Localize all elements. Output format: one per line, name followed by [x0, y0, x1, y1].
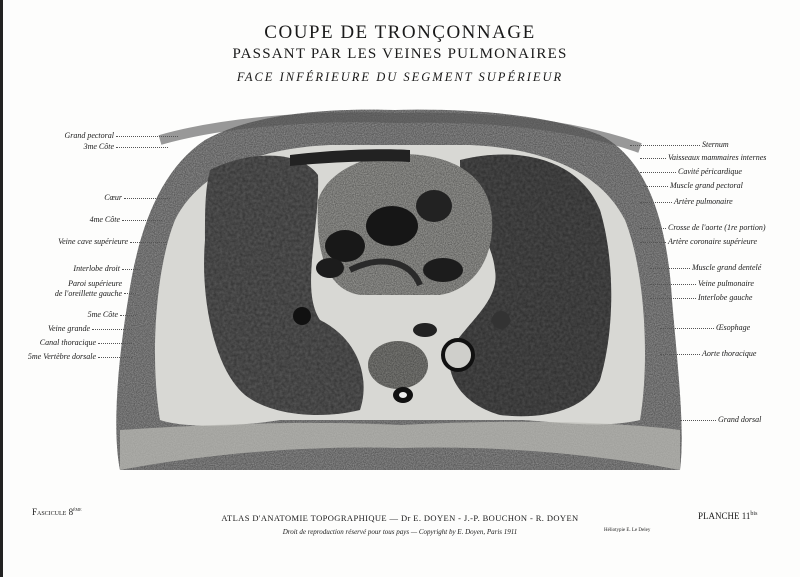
label-muscle-grand-dentele: Muscle grand dentelé	[692, 263, 762, 272]
leader-line	[640, 158, 666, 159]
planche-sup: bis	[750, 511, 758, 517]
copyright-notice: Droit de reproduction réservé pour tous pays — Copyright by E. Doyen, Paris 1911	[282, 528, 518, 536]
label-grand-dorsal: Grand dorsal	[718, 415, 762, 424]
leader-line	[640, 242, 666, 243]
label-vaisseaux-mammaires: Vaisseaux mammaires internes	[668, 153, 767, 162]
atlas-credit: ATLAS D'ANATOMIE TOPOGRAPHIQUE — Dr E. DOYEN - J.-P. BOUCHON - R. DOYEN	[221, 513, 579, 523]
aorta	[443, 340, 473, 370]
label-3me-cote: 3me Côte	[83, 142, 114, 151]
leader-line	[130, 242, 166, 243]
plate-subtitle: PASSANT PAR LES VEINES PULMONAIRES	[232, 46, 568, 62]
label-interlobe-gauche: Interlobe gauche	[698, 293, 753, 302]
leader-line	[116, 136, 178, 137]
leader-line	[640, 228, 666, 229]
leader-line	[122, 220, 162, 221]
leader-line	[92, 329, 132, 330]
label-5me-cote: 5me Côte	[87, 310, 118, 319]
plate-caption: FACE INFÉRIEURE DU SEGMENT SUPÉRIEUR	[236, 70, 564, 84]
leader-line	[644, 186, 668, 187]
fascicule-text: Fascicule 8	[32, 507, 74, 517]
label-4me-cote: 4me Côte	[89, 215, 120, 224]
fascicule-sup: ème	[73, 507, 82, 513]
plate-number	[698, 511, 757, 521]
leader-line	[640, 172, 676, 173]
leader-line	[650, 298, 696, 299]
leader-line	[124, 293, 136, 294]
label-crosse-aorte: Crosse de l'aorte (1re portion)	[668, 223, 766, 232]
label-5me-vertebre-dorsale: 5me Vertèbre dorsale	[27, 352, 96, 361]
fascicule-number	[32, 507, 82, 517]
label-coeur: Cœur	[104, 193, 122, 202]
plate-title: COUPE DE TRONÇONNAGE	[264, 22, 536, 43]
leader-line	[120, 315, 136, 316]
heart	[316, 154, 492, 295]
label-oesophage: Œsophage	[716, 323, 751, 332]
label-artere-pulmonaire: Artère pulmonaire	[674, 197, 733, 206]
label-oreillette-gauche: de l'oreillette gauche	[54, 289, 122, 298]
label-canal-thoracique: Canal thoracique	[39, 338, 96, 347]
leader-line	[640, 202, 672, 203]
leader-line	[98, 343, 132, 344]
label-grand-pectoral: Grand pectoral	[64, 131, 114, 140]
label-muscle-grand-pectoral: Muscle grand pectoral	[670, 181, 743, 190]
leader-line	[680, 420, 716, 421]
label-paroi-superieure: Paroi supérieure	[68, 279, 122, 288]
leader-line	[124, 198, 170, 199]
label-interlobe-droit: Interlobe droit	[73, 264, 120, 273]
leader-line	[122, 269, 140, 270]
leader-line	[660, 354, 700, 355]
label-cavite-pericardique: Cavité péricardique	[678, 167, 742, 176]
leader-line	[660, 328, 714, 329]
printer-credit: Héliotypie E. Le Deley	[604, 528, 651, 533]
label-veine-cave-superieure: Veine cave supérieure	[58, 237, 128, 246]
planche-text: PLANCHE 11	[698, 511, 751, 521]
label-sternum: Sternum	[702, 140, 729, 149]
pulmonary-vein	[492, 311, 510, 329]
label-artere-coronaire: Artère coronaire supérieure	[668, 237, 758, 246]
leader-line	[116, 147, 168, 148]
esophagus	[413, 323, 437, 337]
label-veine-grande: Veine grande	[48, 324, 90, 333]
leader-line	[630, 145, 700, 146]
label-veine-pulmonaire: Veine pulmonaire	[698, 279, 754, 288]
label-aorte-thoracique: Aorte thoracique	[702, 349, 757, 358]
leader-line	[98, 357, 132, 358]
leader-line	[650, 268, 690, 269]
leader-line	[650, 284, 696, 285]
vein-cava	[293, 307, 311, 325]
